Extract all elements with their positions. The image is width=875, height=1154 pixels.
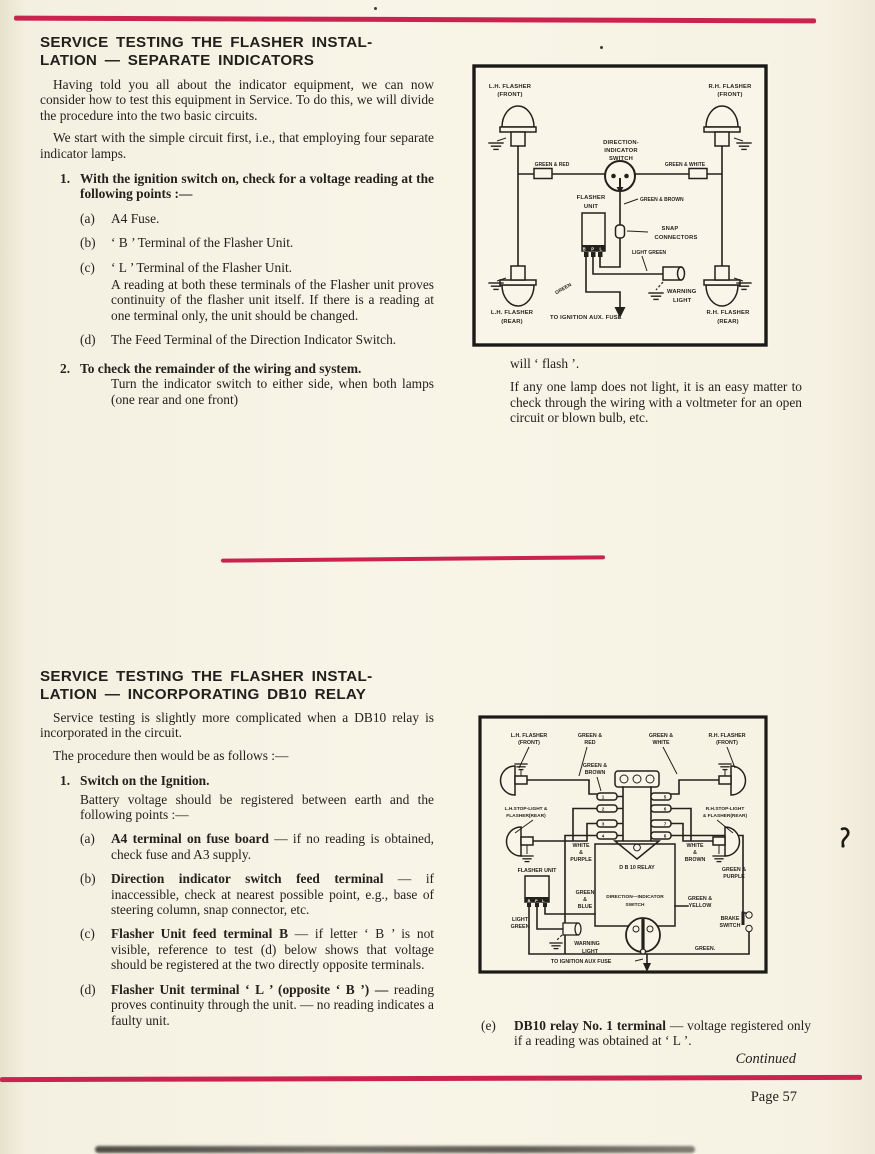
white-brown-label2: & <box>693 850 697 856</box>
section-1-heading <box>40 34 434 70</box>
lh-rear-label2: (REAR) <box>501 319 523 325</box>
heading-line: SERVICE TESTING THE FLASHER INSTAL- <box>40 668 373 685</box>
continued-label: Continued <box>735 1051 796 1067</box>
flasher-unit-label: FLASHER UNIT <box>517 868 557 874</box>
lh-rear-stem <box>521 837 533 845</box>
sub-text: ‘ B ’ Terminal of the Flasher Unit. <box>111 235 294 251</box>
paragraph: We start with the simple circuit first, i.e., that employing four separate indicator lamps. <box>40 130 434 161</box>
rh-front-stem <box>719 776 731 784</box>
green-red-label: GREEN & <box>577 733 603 739</box>
rh-stop-label: R.H.STOP-LIGHT <box>705 807 745 812</box>
snap-label1: SNAP <box>661 226 679 232</box>
bottom-rule <box>0 1075 862 1082</box>
terminal-number: 1 <box>601 794 605 800</box>
wiring-diagram-db10-relay <box>477 714 770 976</box>
sub-text-extra: A reading at both these terminals of the Flasher unit proves continuity of the flasher unit itself. If there is a reading at one terminal only, the unit should be changed. <box>111 277 434 323</box>
sub-label: (b) <box>80 235 96 251</box>
relay-terminal-6 <box>651 805 671 812</box>
item-bold: Switch on the Ignition. <box>80 773 210 789</box>
switch-label2: INDICATOR <box>604 148 638 154</box>
warning-label: WARNING <box>574 941 600 947</box>
dis-label2: SWITCH <box>625 903 645 908</box>
item-body <box>80 773 434 822</box>
green-purple-label2: PURPLE <box>723 874 745 880</box>
rh-front-lamp <box>731 766 746 795</box>
rh-rear-label2: (REAR) <box>717 319 739 325</box>
switch-contact <box>624 174 629 179</box>
terminal-l <box>543 903 547 907</box>
numbered-item-1 <box>40 171 434 202</box>
scan-speck <box>374 7 377 10</box>
green-label: GREEN <box>554 282 573 297</box>
sub-bold: Flasher Unit feed terminal B <box>111 926 289 942</box>
sub-item-a <box>80 831 434 862</box>
green-yellow-label: GREEN & <box>687 896 713 902</box>
green-red-label2: RED <box>584 740 596 746</box>
sub-item-a <box>80 211 434 226</box>
earth-symbol <box>649 293 663 299</box>
sub-rest: — if inaccessible, check at nearest possible point, e.g., base of steering column, snap connector, etc. <box>111 871 434 918</box>
sub-text <box>111 831 434 862</box>
ignition-label: TO IGNITION AUX. FUSE <box>550 315 622 321</box>
item-number: 2. <box>60 360 71 376</box>
numbered-item-1 <box>40 773 434 822</box>
warning-earth-lead <box>556 935 562 941</box>
sub-item-e <box>481 1018 811 1049</box>
earth-symbol <box>550 943 562 949</box>
item-bold: To check the remainder of the wiring and system. <box>80 360 362 376</box>
relay-terminal-1 <box>597 793 617 800</box>
light-green-label2: GREEN <box>510 924 530 930</box>
green-blue-label: GREEN <box>575 890 595 896</box>
white-purple-label3: PURPLE <box>570 857 592 863</box>
terminal-l <box>598 252 603 257</box>
earth-symbol <box>521 856 533 862</box>
section-2 <box>40 668 434 1028</box>
relay-terminal-2 <box>597 805 617 812</box>
item-number: 1. <box>60 171 71 187</box>
lh-stop-label2: FLASHER(REAR) <box>506 814 546 819</box>
rh-rear-stem <box>713 837 725 845</box>
warning-label2: LIGHT <box>673 298 692 304</box>
wiring-diagram-separate-indicators <box>470 62 770 349</box>
flash-line: will ‘ flash ’. <box>510 356 580 371</box>
terminal-number: 7 <box>663 821 667 827</box>
sub-item-d <box>80 332 434 347</box>
lh-front-lamp <box>500 106 536 146</box>
sub-label: (b) <box>80 871 96 887</box>
sub-label: (a) <box>80 831 95 847</box>
sub-label: (e) <box>481 1018 496 1033</box>
sub-bold: DB10 relay No. 1 terminal <box>514 1018 666 1033</box>
green-white-label2: WHITE <box>652 740 670 746</box>
rh-front-label2: (FRONT) <box>717 92 743 98</box>
diagram-2-svg <box>477 714 770 976</box>
paragraph: Service testing is slightly more complicated when a DB10 relay is incorporated in the circuit. <box>40 710 434 741</box>
relay-terminal-4 <box>597 832 617 839</box>
warning-label2: LIGHT <box>582 949 598 955</box>
paragraph: The procedure then would be as follows :— <box>53 747 289 763</box>
green-blue-label2: & <box>583 897 587 903</box>
light-green-label: LIGHT GREEN <box>632 250 667 256</box>
paragraph: If any one lamp does not light, it is an easy matter to check through the wiring with a voltmeter for an open circuit or blown bulb, etc. <box>510 379 802 426</box>
relay-terminal-7 <box>651 820 671 827</box>
sub-item-b <box>80 871 434 917</box>
relay-terminal-5 <box>651 793 671 800</box>
relay-label: D B 10 RELAY <box>619 865 655 871</box>
sub-text <box>111 871 434 917</box>
sub-text-main: ‘ L ’ Terminal of the Flasher Unit. <box>111 259 293 275</box>
dis-label: DIRECTION—INDICATOR <box>606 895 664 900</box>
item-text: With the ignition switch on, check for a voltage reading at the following points :— <box>80 171 434 202</box>
item-body <box>80 361 434 407</box>
sub-text <box>514 1018 811 1049</box>
rh-front-label: R.H. FLASHER <box>708 733 746 739</box>
green-wire-label: GREEN. <box>694 946 716 952</box>
switch-pivot <box>641 949 646 954</box>
label-leaders <box>624 199 648 271</box>
brake-label2: SWITCH <box>719 923 741 929</box>
green-brown-label2: BROWN <box>584 770 606 776</box>
terminal-number: 4 <box>601 833 605 839</box>
sub-label: (c) <box>80 259 95 275</box>
sub-label: (c) <box>80 926 95 942</box>
earth-symbol <box>489 143 503 149</box>
brake-switch-contact <box>746 925 752 931</box>
terminal-number: 5 <box>663 794 667 800</box>
flasher-unit-label1: FLASHER <box>576 195 606 201</box>
lh-front-label: L.H. FLASHER <box>510 733 548 739</box>
terminal-number: 2 <box>601 806 605 812</box>
lh-front-label: L.H. FLASHER <box>488 84 532 90</box>
flasher-unit-label2: UNIT <box>583 204 599 210</box>
sub-rest: — if no reading is obtained, check fuse and A3 supply. <box>111 831 434 862</box>
item-number: 1. <box>60 773 71 789</box>
section-2-heading <box>40 668 434 704</box>
terminal-p <box>591 252 596 257</box>
terminal-number: 3 <box>601 821 605 827</box>
sub-item-d <box>80 982 434 1028</box>
rh-front-label2: (FRONT) <box>716 740 738 746</box>
diagram-1-svg <box>470 62 770 349</box>
relay-terminal-3 <box>597 820 617 827</box>
rh-stop-label2: & FLASHER(REAR) <box>702 814 748 819</box>
rh-front-label: R.H. FLASHER <box>708 84 752 90</box>
sub-bold: A4 terminal on fuse board <box>111 831 269 847</box>
terminal-b <box>527 903 531 907</box>
warning-label1: WARNING <box>667 289 697 295</box>
lh-front-lamp <box>501 766 516 795</box>
sub-bold: Direction indicator switch feed terminal <box>111 871 384 887</box>
green-yellow-label2: YELLOW <box>688 903 712 909</box>
white-brown-label: WHITE <box>686 843 704 849</box>
terminal-number: 6 <box>663 806 667 812</box>
item-text: Battery voltage should be registered between earth and the following points :— <box>80 791 434 823</box>
warning-light-lens <box>575 923 581 935</box>
terminal-number: 8 <box>663 833 667 839</box>
sub-item-c <box>80 926 434 972</box>
lh-front-label2: (FRONT) <box>497 92 523 98</box>
flasher-terminals-label: B P L <box>527 898 547 903</box>
green-brown-label: GREEN & <box>582 763 608 769</box>
terminal-p <box>535 903 539 907</box>
switch-contact <box>611 174 616 179</box>
sub-text: A4 Fuse. <box>111 210 160 226</box>
white-purple-label2: & <box>579 850 583 856</box>
green-blue-label3: BLUE <box>577 904 593 910</box>
mid-rule <box>221 555 605 562</box>
heading-line: LATION — SEPARATE INDICATORS <box>40 52 315 69</box>
sub-label: (d) <box>80 332 96 348</box>
rh-front-lamp <box>704 106 740 146</box>
section-1 <box>40 34 434 407</box>
sub-text <box>111 260 434 324</box>
warning-earth-lead <box>656 282 663 290</box>
green-purple-label: GREEN & <box>721 867 747 873</box>
heading-line: SERVICE TESTING THE FLASHER INSTAL- <box>40 34 373 51</box>
heading-line: LATION — INCORPORATING DB10 RELAY <box>40 686 367 703</box>
switch-label3: SWITCH <box>608 156 634 162</box>
green-red-label: GREEN & RED <box>534 162 570 168</box>
ignition-label: TO IGNITION AUX FUSE <box>551 959 612 965</box>
rh-rear-lamp <box>704 266 740 306</box>
brake-label: BRAKE <box>720 916 740 922</box>
item-text: Turn the indicator switch to either side, when both lamps (one rear and one front) <box>111 376 434 407</box>
brake-switch-contact <box>746 912 752 918</box>
lh-front-label2: (FRONT) <box>518 740 540 746</box>
lh-rear-lamp <box>500 266 536 306</box>
rh-rear-lamp <box>725 827 740 856</box>
paragraph: Having told you all about the indicator equipment, we can now consider how to test this equipment in Service. To do this, we will divide the procedure into the two basic circuits. <box>40 77 434 123</box>
wire-connector <box>689 169 707 179</box>
green-white-label: GREEN & <box>648 733 674 739</box>
lh-rear-label: L.H. FLASHER <box>490 310 534 316</box>
relay-top-plate <box>615 771 659 787</box>
sub-item-c <box>80 260 434 324</box>
page-number: Page 57 <box>750 1089 797 1105</box>
ink-mark <box>837 827 853 849</box>
wire-connector <box>534 169 552 179</box>
snap-connector <box>616 225 625 238</box>
green-brown-label: GREEN & BROWN <box>640 197 684 203</box>
sub-label: (a) <box>80 210 95 226</box>
sub-text <box>111 982 434 1028</box>
sub-rest: — voltage registered only if a reading was obtained at ‘ L ’. <box>514 1018 811 1049</box>
sub-bold: Flasher Unit terminal ‘ L ’ (opposite ‘ B ’) — <box>111 981 389 997</box>
warning-light-lens <box>678 267 685 280</box>
white-brown-label3: BROWN <box>684 857 706 863</box>
earth-symbol <box>737 143 751 149</box>
lh-front-stem <box>515 776 527 784</box>
earth-symbol <box>719 764 731 770</box>
sub-label: (d) <box>80 981 96 997</box>
sub-rest: reading proves continuity through the unit. — no reading indicates a faulty unit. <box>111 981 435 1028</box>
switch-label1: DIRECTION- <box>603 140 639 146</box>
lh-stop-label: L.H.STOP-LIGHT & <box>504 807 548 812</box>
relay-rails <box>617 787 651 841</box>
green-white-label: GREEN & WHITE <box>664 162 706 168</box>
numbered-item-2 <box>40 361 434 407</box>
terminal-b <box>584 252 589 257</box>
lh-rear-lamp <box>507 827 522 856</box>
scan-smudge <box>95 1146 695 1153</box>
light-green-label: LIGHT <box>512 917 528 923</box>
snap-label2: CONNECTORS <box>654 235 698 241</box>
sub-text <box>111 926 434 972</box>
top-rule <box>14 16 816 24</box>
sub-item-b <box>80 235 434 250</box>
section-1-continuation <box>510 356 802 433</box>
sub-text: The Feed Terminal of the Direction Indicator Switch. <box>111 332 397 348</box>
earth-symbol <box>713 856 725 862</box>
sub-rest: — if letter ‘ B ’ is not visible, reference to test (d) below shows that voltage should be registered at the two directly opposite terminals. <box>111 926 434 973</box>
flasher-terminals-label: B P L <box>582 246 605 252</box>
relay-terminal-8 <box>651 832 671 839</box>
scan-speck <box>600 46 603 49</box>
rh-rear-label: R.H. FLASHER <box>706 310 750 316</box>
white-purple-label: WHITE <box>572 843 590 849</box>
